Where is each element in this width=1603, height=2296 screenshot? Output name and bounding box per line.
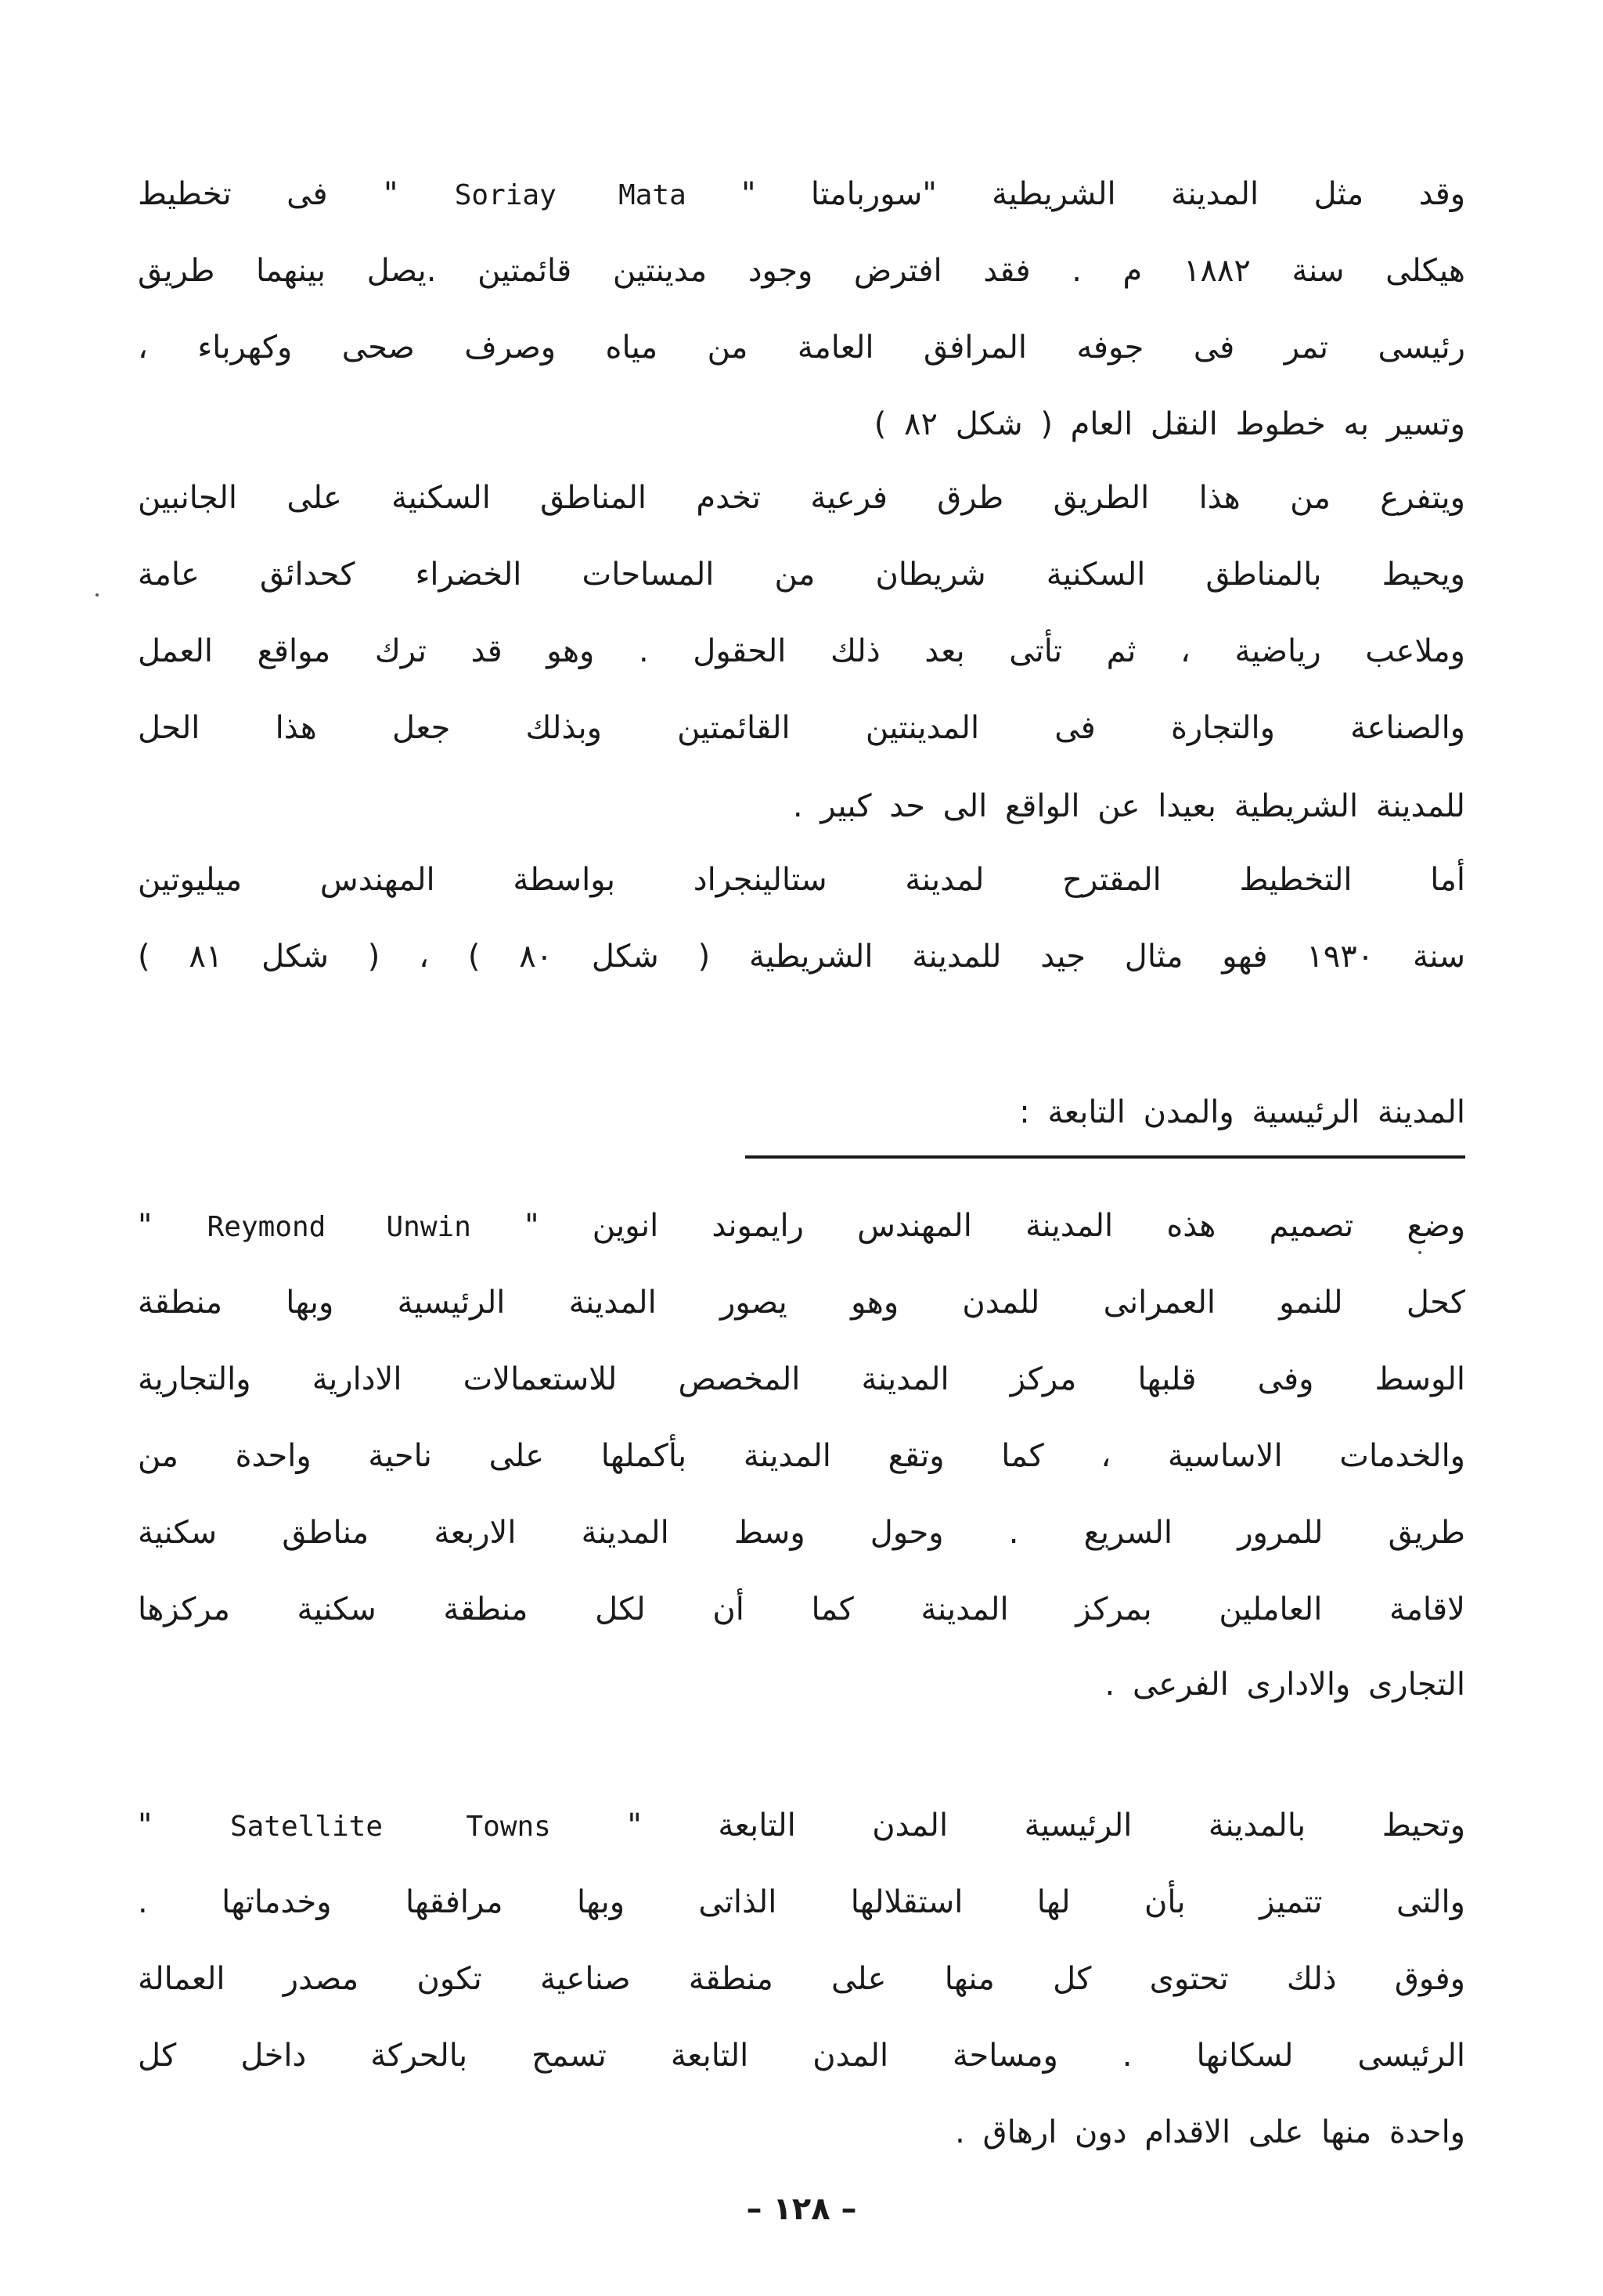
- scan-speck: [1418, 1251, 1421, 1254]
- text-line: [138, 166, 1465, 222]
- scan-speck: [95, 593, 99, 597]
- heading-underline: [745, 1155, 1465, 1159]
- latin-term: Satellite Towns: [229, 1811, 551, 1843]
- text-line: هيكلى سنة ١٨٨٢ م . فقد افترض وجود مدينتين قائمتين .يصل بينهما طريق: [138, 253, 1466, 289]
- text-line: رئيسى تمر فى جوفه المرافق العامة من مياه وصرف صحى وكهرباء ،: [138, 330, 1465, 366]
- text-line: والصناعة والتجارة فى المدينتين القائمتين وبذلك جعل هذا الحل: [138, 710, 1465, 746]
- text-segment: وقد مثل المدينة الشريطية "سوربامتا ": [741, 176, 1466, 212]
- text-line: الوسط وفى قلبها مركز المدينة المخصص للاستعمالات الادارية والتجارية: [138, 1361, 1465, 1397]
- text-line: سنة ١٩٣٠ فهو مثال جيد للمدينة الشريطية ( شكل ٨٠ ) ، ( شكل ٨١ ): [138, 939, 1465, 975]
- text-line: لاقامة العاملين بمركز المدينة كما أن لكل منطقة سكنية مركزها: [138, 1591, 1465, 1627]
- text-segment: " فى تخطيط: [138, 176, 399, 212]
- text-segment: وتحيط بالمدينة الرئيسية المدن التابعة ": [627, 1808, 1466, 1844]
- text-segment: ": [138, 1208, 153, 1244]
- text-line: والتى تتميز بأن لها استقلالها الذاتى وبها مرافقها وخدماتها .: [138, 1884, 1465, 1920]
- text-line: وفوق ذلك تحتوى كل منها على منطقة صناعية تكون مصدر العمالة: [138, 1961, 1465, 1997]
- text-line: الرئيسى لسكانها . ومساحة المدن التابعة تسمح بالحركة داخل كل: [138, 2038, 1465, 2074]
- text-line: وتسير به خطوط النقل العام ( شكل ٨٢ ): [874, 406, 1465, 442]
- text-line: [138, 1797, 1465, 1854]
- section-heading: المدينة الرئيسية والمدن التابعة :: [1019, 1094, 1465, 1130]
- page-number: – ١٢٨ –: [746, 2191, 857, 2227]
- text-segment: ": [138, 1808, 153, 1844]
- text-line: طريق للمرور السريع . وحول وسط المدينة الاربعة مناطق سكنية: [138, 1515, 1465, 1551]
- text-segment: وضع تصميم هذه المدينة المهندس رايموند انوين ": [524, 1208, 1466, 1244]
- text-line: ويتفرع من هذا الطريق طرق فرعية تخدم المناطق السكنية على الجانبين: [138, 480, 1465, 516]
- text-line: واحدة منها على الاقدام دون ارهاق .: [955, 2114, 1465, 2150]
- latin-term: Reymond Unwin: [207, 1211, 471, 1243]
- text-line: وملاعب رياضية ، ثم تأتى بعد ذلك الحقول . وهو قد ترك مواقع العمل: [138, 633, 1465, 669]
- text-line: كحل للنمو العمرانى للمدن وهو يصور المدينة الرئيسية وبها منطقة: [138, 1285, 1465, 1321]
- text-line: التجارى والادارى الفرعى .: [1104, 1667, 1465, 1703]
- text-line: [138, 1198, 1465, 1254]
- text-line: ويحيط بالمناطق السكنية شريطان من المساحات الخضراء كحدائق عامة: [138, 557, 1465, 593]
- text-line: والخدمات الاساسية ، كما وتقع المدينة بأكملها على ناحية واحدة من: [138, 1438, 1465, 1474]
- text-line: أما التخطيط المقترح لمدينة ستالينجراد بواسطة المهندس ميليوتين: [138, 862, 1465, 898]
- latin-term: Soriay Mata: [454, 179, 686, 211]
- text-line: للمدينة الشريطية بعيدا عن الواقع الى حد كبير .: [792, 788, 1465, 824]
